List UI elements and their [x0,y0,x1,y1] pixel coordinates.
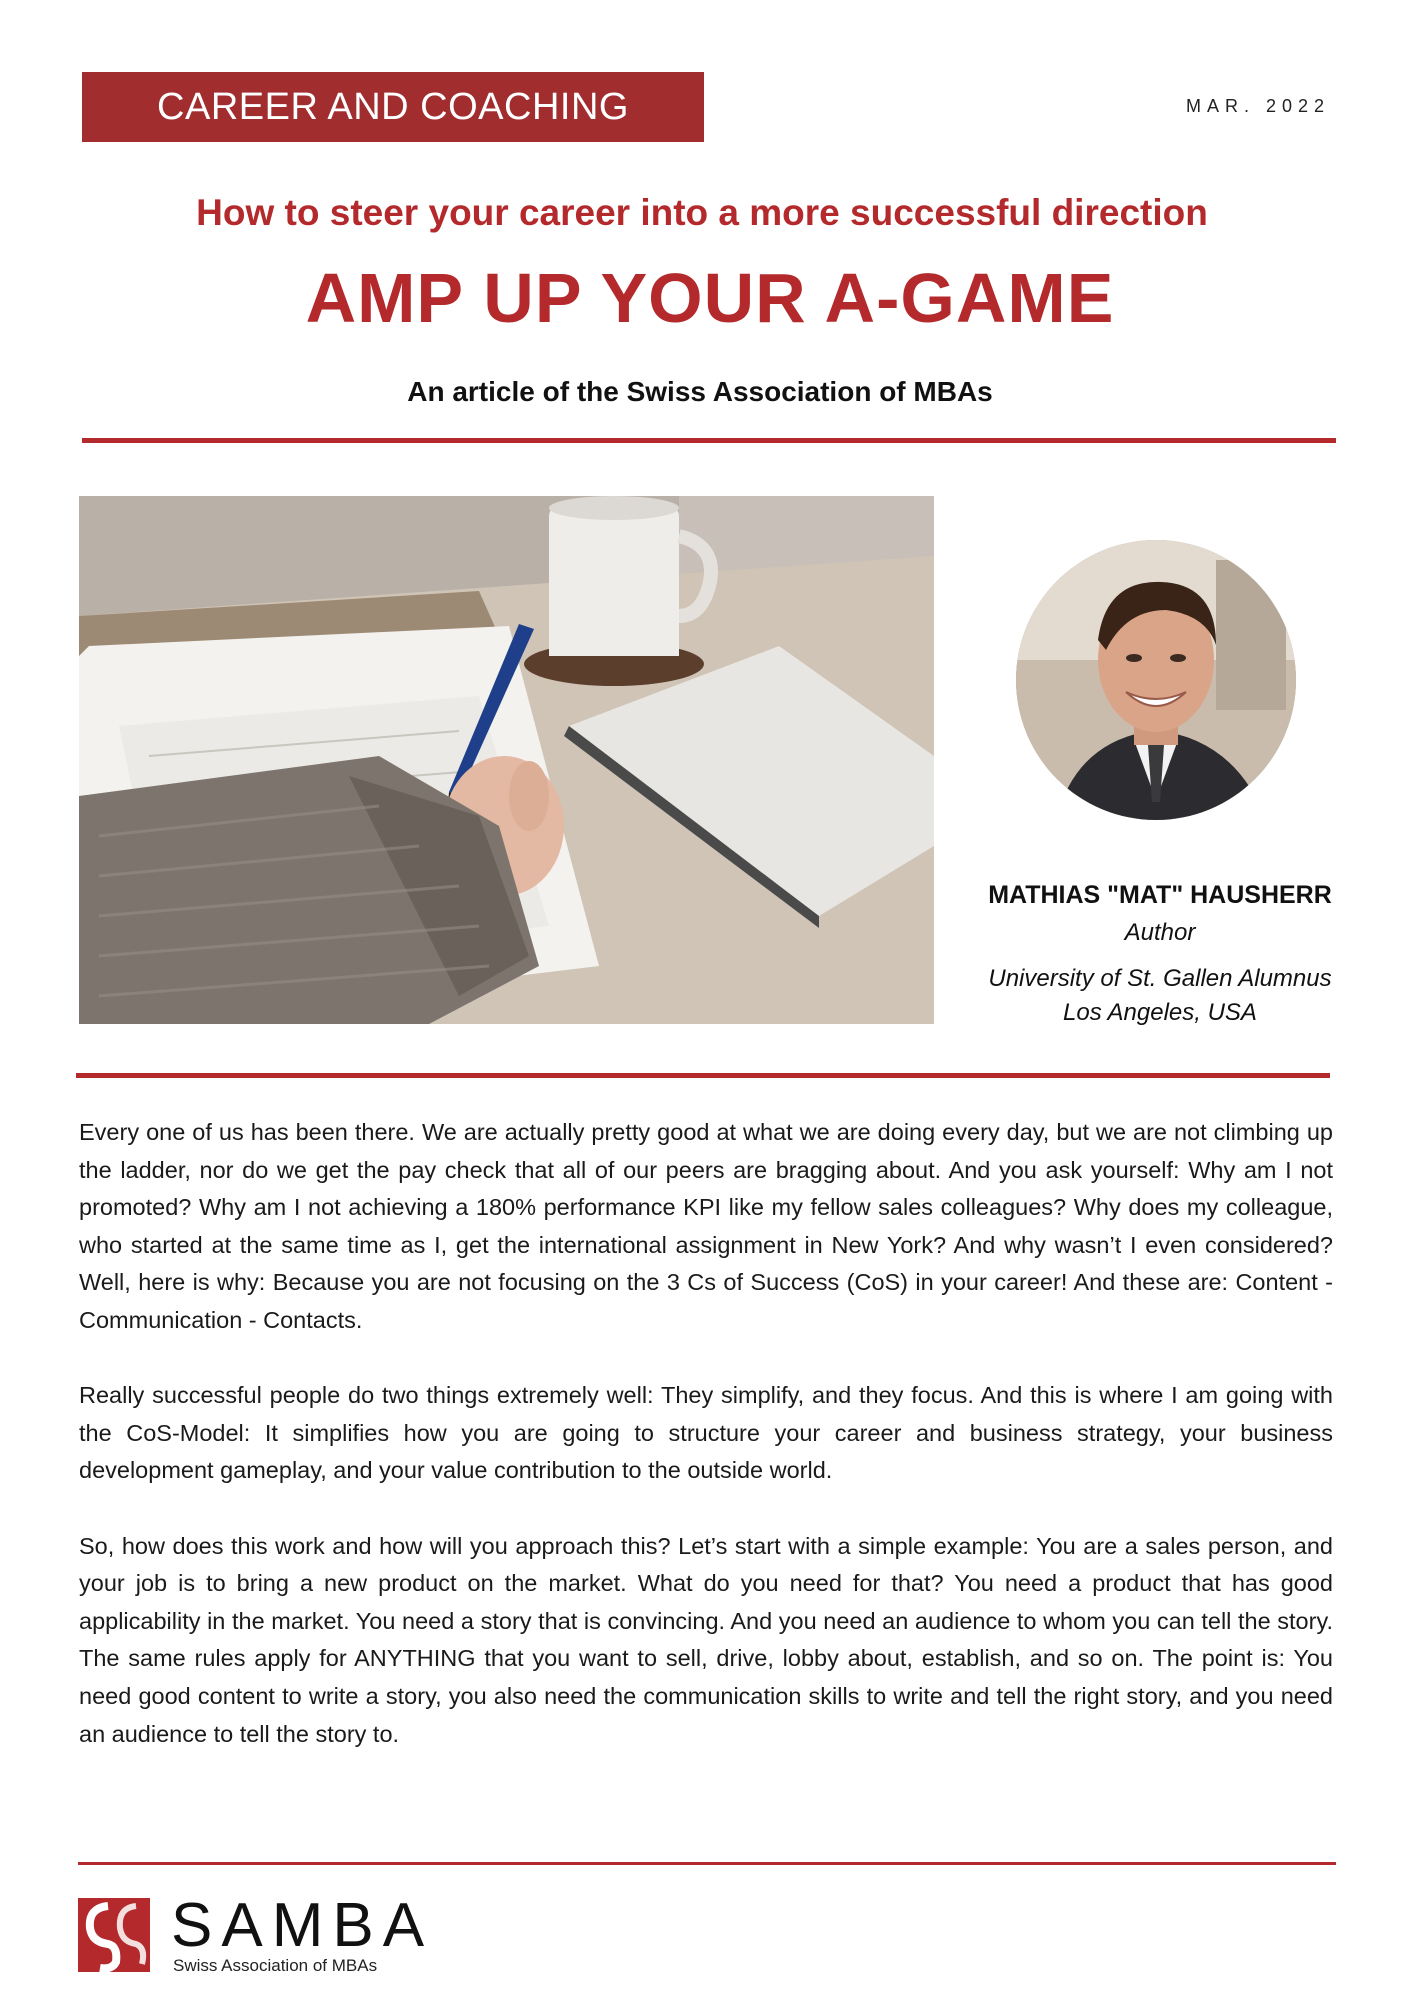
article-title: AMP UP YOUR A-GAME [305,259,1115,337]
body-paragraph: So, how does this work and how will you approach this? Let’s start with a simple example: You are a sales person, and your job is to bring a new product on the market. What do you need for that? You need a product that has good applicability in the market. You need a story that is convincing. And you need an audience to whom you can tell the story. The same rules apply for ANYTHING that you want to sell, drive, lobby about, establish, and so on. The point is: You need good content to write a story, you also need the communication skills to write and tell the right story, and you need an audience to tell the story to. [79,1532,1333,1747]
desk-writing-illustration [79,496,934,1024]
author-info [960,876,1360,1030]
article-subtitle: How to steer your career into a more successful direction [196,192,1208,233]
author-portrait [1016,540,1296,820]
divider-middle [76,1073,1330,1078]
article-byline: An article of the Swiss Association of MBAs [407,376,993,407]
author-affiliation [960,962,1360,1030]
logo-wordmark: SAMBA [171,1891,434,1960]
issue-date: MAR. 2022 [1185,96,1330,116]
category-label: CAREER AND COACHING [157,85,629,128]
samba-logo [78,1892,558,1976]
author-portrait-illustration [1016,540,1296,820]
samba-logo-mark-icon [78,1892,162,1976]
category-banner [82,72,704,142]
body-paragraph: Every one of us has been there. We are actually pretty good at what we are doing every day, but we are not climbing up the ladder, nor do we get the pay check that all of our peers are bragging about. And you ask yourself: Why am I not promoted? Why am I not achieving a 180% performance KPI like my fellow sales colleagues? Why does my colleague, who started at the same time as I, get the international assignment in New York? And why wasn’t I even considered? Well, here is why: Because you are not focusing on the 3 Cs of Success (CoS) in your career! And these are: Content - Communication - Contacts. [79,1119,1333,1333]
article-body [79,1114,1333,1791]
divider-top [82,438,1336,443]
author-school: University of St. Gallen Alumnus [988,965,1332,992]
logo-tagline: Swiss Association of MBAs [173,1956,378,1975]
article-photo [79,496,934,1024]
author-name: MATHIAS "MAT" HAUSHERR [988,881,1332,909]
divider-bottom [78,1862,1336,1865]
body-paragraph: Really successful people do two things extremely well: They simplify, and they focus. And this is where I am going with the CoS-Model: It simplifies how you are going to structure your career and business strategy, your business development gameplay, and your value contribution to the outside world. [79,1382,1333,1484]
author-location: Los Angeles, USA [1063,999,1257,1026]
author-role: Author [1124,919,1196,946]
